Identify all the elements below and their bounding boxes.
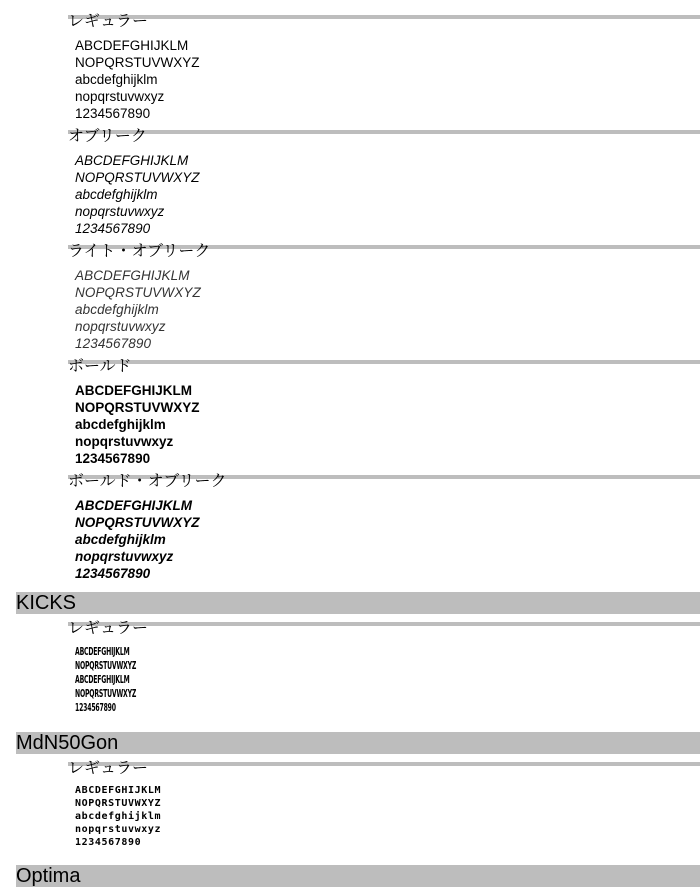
sample-digits: 1234567890	[75, 451, 151, 466]
header-rule	[68, 360, 700, 364]
sample-lower2: nopqrstuvwxyz	[75, 549, 174, 564]
sample-upper2: NOPQRSTUVWXYZ	[75, 515, 200, 530]
sample-digits: 1234567890	[75, 566, 151, 581]
style-header-oblique	[68, 126, 700, 148]
sample-kicks	[75, 645, 136, 715]
sample-lower1: abcdefghijklm	[75, 72, 158, 87]
style-label: ボールド・オブリーク	[68, 471, 227, 490]
sample-upper2: NOPQRSTUVWXYZ	[75, 798, 162, 809]
sample-upper1: ABCDEFGHIJKLM	[75, 268, 190, 283]
header-rule	[68, 130, 700, 134]
style-header-light-oblique	[68, 241, 700, 263]
sample-lower2: nopqrstuvwxyz	[75, 89, 165, 104]
style-label: ボールド	[68, 356, 132, 375]
sample-upper1: ABCDEFGHIJKLM	[75, 498, 192, 513]
sample-mdn50gon	[75, 784, 161, 849]
family-name: Optima	[16, 865, 81, 887]
family-header-kicks	[16, 592, 700, 614]
sample-lower1: abcdefghijklm	[75, 417, 166, 432]
sample-digits: 1234567890	[75, 221, 151, 236]
sample-light-oblique	[75, 267, 201, 352]
sample-lower1: abcdefghijklm	[75, 187, 158, 202]
sample-upper2: NOPQRSTUVWXYZ	[75, 55, 200, 70]
style-label: レギュラー	[68, 758, 149, 777]
style-header-bold-oblique	[68, 471, 700, 493]
sample-upper1: ABCDEFGHIJKLM	[75, 383, 192, 398]
sample-upper2: NOPQRSTUVWXYZ	[75, 285, 201, 300]
sample-lower1: abcdefghijklm	[75, 811, 162, 822]
sample-lower1: ABCDEFGHIJKLM	[75, 673, 130, 686]
family-header-mdn50gon	[16, 732, 700, 754]
style-header-bold	[68, 356, 700, 378]
sample-upper1: ABCDEFGHIJKLM	[75, 645, 130, 658]
style-header-regular	[68, 11, 700, 33]
header-rule	[68, 15, 700, 19]
style-header-regular	[68, 758, 700, 780]
sample-lower1: abcdefghijklm	[75, 532, 166, 547]
sample-digits: 1234567890	[75, 106, 151, 121]
sample-lower2: nopqrstuvwxyz	[75, 434, 174, 449]
sample-upper1: ABCDEFGHIJKLM	[75, 153, 189, 168]
sample-bold	[75, 382, 200, 467]
family-name: MdN50Gon	[16, 732, 119, 754]
family-header-optima	[16, 865, 700, 887]
style-header-regular	[68, 618, 700, 640]
sample-lower2: NOPQRSTUVWXYZ	[75, 687, 137, 700]
sample-digits: 1234567890	[75, 837, 142, 848]
sample-upper1: ABCDEFGHIJKLM	[75, 785, 162, 796]
style-label: ライト・オブリーク	[68, 241, 211, 260]
sample-digits: 1234567890	[75, 701, 116, 714]
style-label: レギュラー	[68, 11, 149, 30]
sample-upper2: NOPQRSTUVWXYZ	[75, 170, 200, 185]
sample-lower2: nopqrstuvwxyz	[75, 824, 162, 835]
sample-digits: 1234567890	[75, 336, 152, 351]
sample-lower2: nopqrstuvwxyz	[75, 319, 166, 334]
header-rule	[68, 622, 700, 626]
header-rule	[68, 762, 700, 766]
style-label: オブリーク	[68, 126, 147, 145]
family-name: KICKS	[16, 592, 77, 614]
sample-upper2: NOPQRSTUVWXYZ	[75, 659, 137, 672]
sample-bold-oblique	[75, 497, 200, 582]
sample-lower1: abcdefghijklm	[75, 302, 159, 317]
sample-upper2: NOPQRSTUVWXYZ	[75, 400, 200, 415]
sample-oblique	[75, 152, 200, 237]
style-label: レギュラー	[68, 618, 149, 637]
sample-regular	[75, 37, 200, 122]
sample-upper1: ABCDEFGHIJKLM	[75, 38, 189, 53]
sample-lower2: nopqrstuvwxyz	[75, 204, 165, 219]
